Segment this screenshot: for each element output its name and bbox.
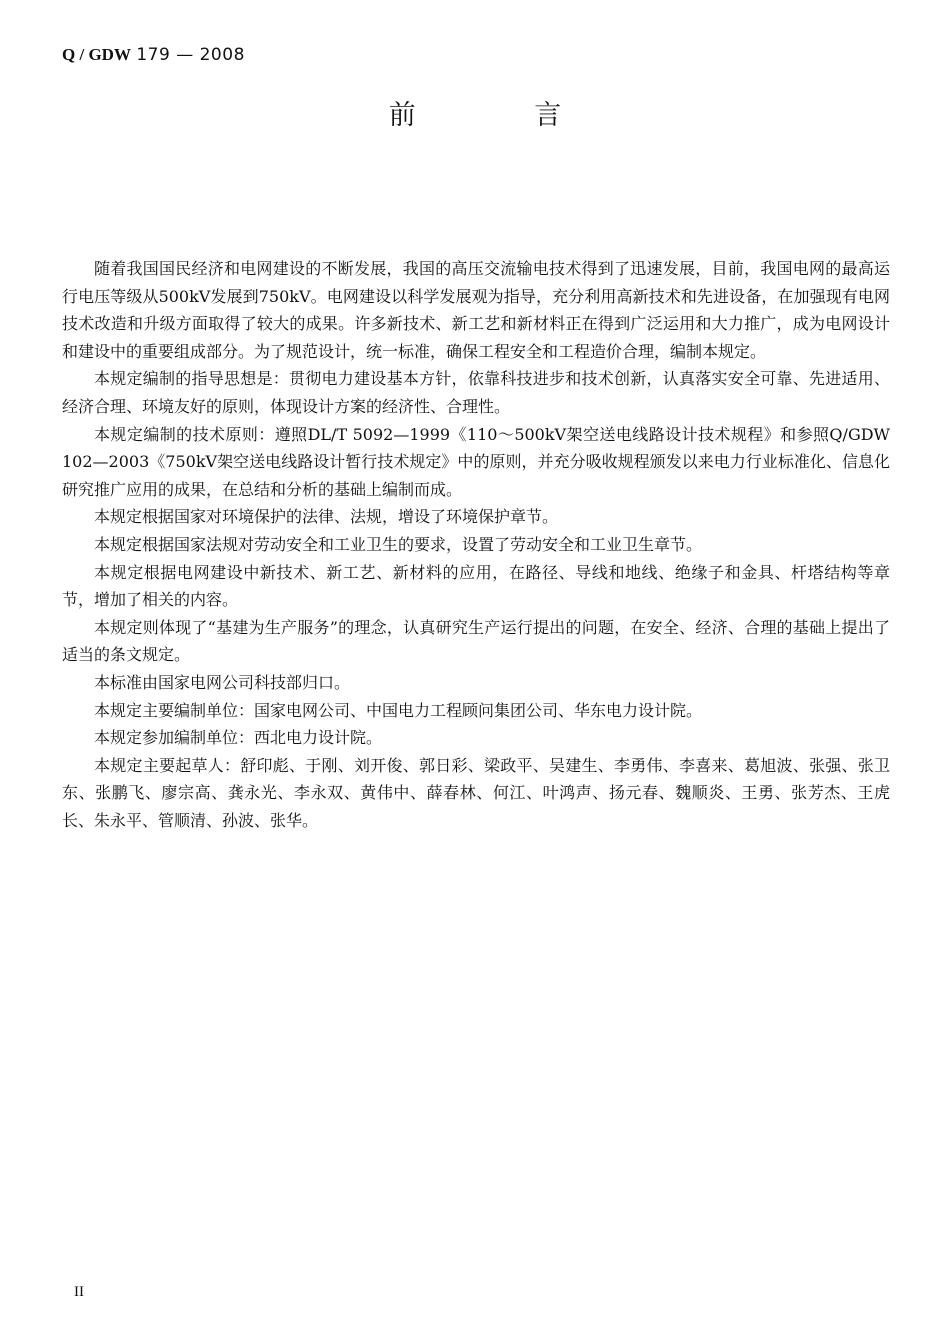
standard-number: 179 — 2008 [136,45,245,65]
page-number: II [74,1284,84,1300]
standard-prefix: Q / GDW [62,45,131,64]
paragraph: 本规定根据国家对环境保护的法律、法规，增设了环境保护章节。 [94,507,559,527]
paragraph: 本标准由国家电网公司科技部归口。 [94,672,351,692]
paragraph: 本规定主要编制单位：国家电网公司、中国电力工程顾问集团公司、华东电力设计院。 [94,700,703,720]
paragraph: 本规定参加编制单位：西北电力设计院。 [94,728,383,748]
document-standard-code [62,44,245,66]
paragraph: 本规定根据国家法规对劳动安全和工业卫生的要求，设置了劳动安全和工业卫生章节。 [94,534,703,554]
document-body [62,255,890,834]
paragraph: 随着我国国民经济和电网建设的不断发展，我国的高压交流输电技术得到了迅速发展，目前，我国电网的最高运行电压等级从500kV发展到750kV。电网建设以科学发展观为指导，充分利用高新技术和先进设备，在加强现有电网技术改造和升级方面取得了较大的成果。许多新技术、新工艺和新材料正在得到广泛运用和大力推广，成为电网设计和建设中的重要组成部分。为了规范设计，统一标准，确保工程安全和工程造价合理，编制本规定。 [62,259,890,361]
paragraph: 本规定主要起草人：舒印彪、于刚、刘开俊、郭日彩、梁政平、吴建生、李勇伟、李喜来、葛旭波、张强、张卫东、张鹏飞、廖宗高、龚永光、李永双、黄伟中、薛春林、何江、叶鸿声、扬元春、魏顺炎、王勇、张芳杰、王虎长、朱永平、管顺清、孙波、张华。 [62,755,890,830]
paragraph: 本规定编制的技术原则：遵照DL/T 5092—1999《110～500kV架空送电线路设计技术规程》和参照Q/GDW 102—2003《750kV架空送电线路设计暂行技术规定》中的原则，并充分吸收规程颁发以来电力行业标准化、信息化研究推广应用的成果，在总结和分析的基础上编制而成。 [62,424,890,499]
paragraph: 本规定根据电网建设中新技术、新工艺、新材料的应用，在路径、导线和地线、绝缘子和金具、杆塔结构等章节，增加了相关的内容。 [62,562,890,610]
paragraph: 本规定则体现了“基建为生产服务”的理念，认真研究生产运行提出的问题，在安全、经济、合理的基础上提出了适当的条文规定。 [62,617,890,665]
page-title: 前 言 [388,100,617,131]
paragraph: 本规定编制的指导思想是：贯彻电力建设基本方针，依靠科技进步和技术创新，认真落实安全可靠、先进适用、经济合理、环境友好的原则，体现设计方案的经济性、合理性。 [62,369,890,416]
